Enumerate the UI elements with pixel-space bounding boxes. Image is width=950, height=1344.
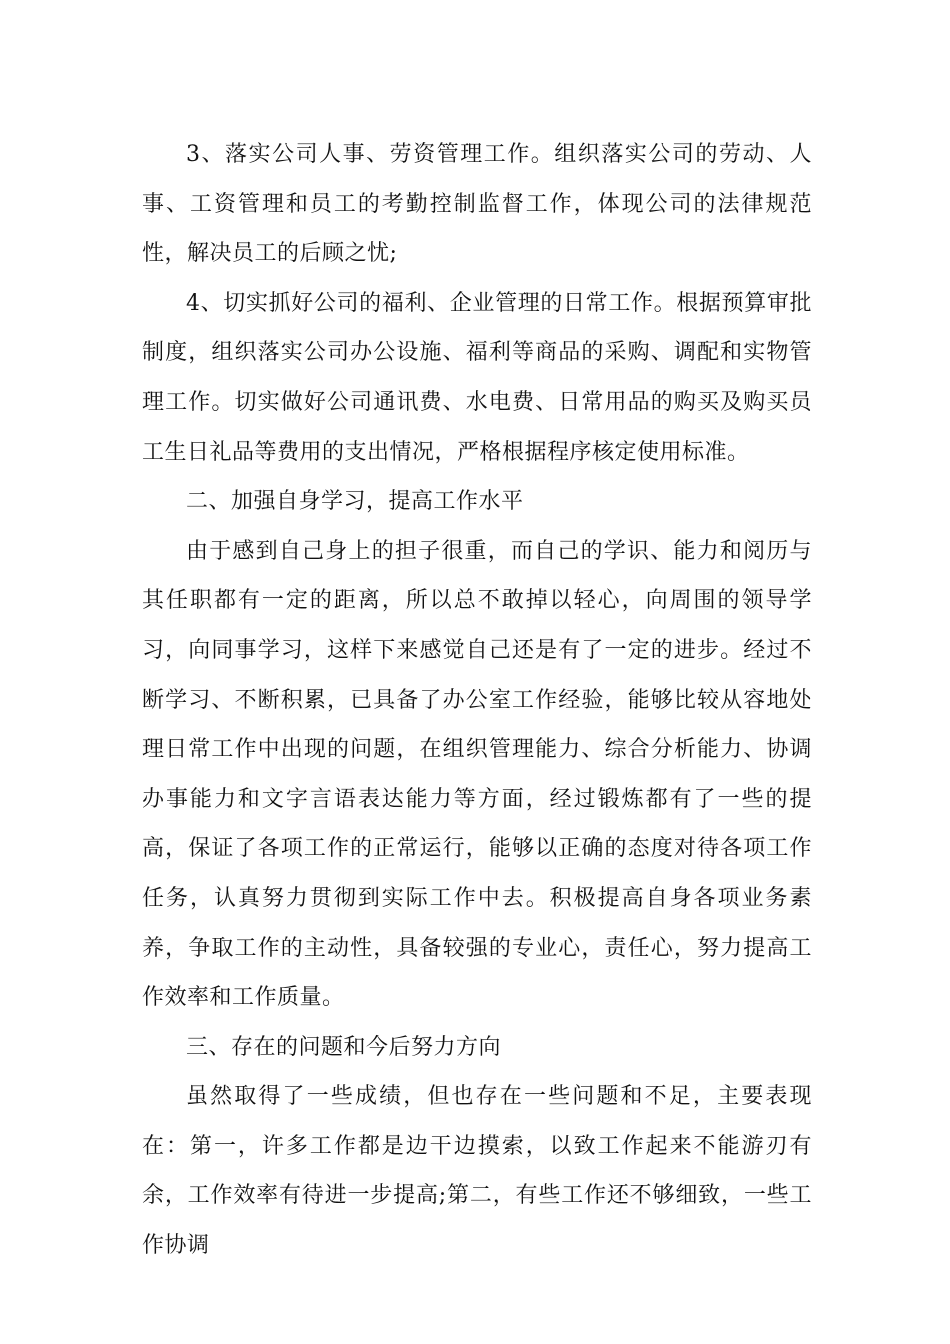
section-heading-3: 三、存在的问题和今后努力方向 [186, 1034, 502, 1060]
paragraph-item-3: 3、落实公司人事、劳资管理工作。组织落实公司的劳动、人事、工资管理和员工的考勤控制监督工作，体现公司的法律规范性，解决员工的后顾之忧; [142, 142, 812, 267]
paragraph-self-study: 由于感到自己身上的担子很重，而自己的学识、能力和阅历与其任职都有一定的距离，所以总不敢掉以轻心，向周围的领导学习，向同事学习，这样下来感觉自己还是有了一定的进步。经过不断学习、不断积累，已具备了办公室工作经验，能够比较从容地处理日常工作中出现的问题，在组织管理能力、综合分析能力、协调办事能力和文字言语表达能力等方面，经过锻炼都有了一些的提高，保证了各项工作的正常运行，能够以正确的态度对待各项工作任务，认真努力贯彻到实际工作中去。积极提高自身各项业务素养，争取工作的主动性，具备较强的专业心，责任心，努力提高工作效率和工作质量。 [142, 538, 812, 1011]
paragraph-problems: 虽然取得了一些成绩，但也存在一些问题和不足，主要表现在：第一，许多工作都是边干边摸索，以致工作起来不能游刃有余，工作效率有待进一步提高;第二，有些工作还不够细致，一些工作协调 [142, 1084, 812, 1259]
document-body [142, 130, 812, 1271]
section-heading-2: 二、加强自身学习，提高工作水平 [186, 489, 524, 515]
paragraph-item-4: 4、切实抓好公司的福利、企业管理的日常工作。根据预算审批制度，组织落实公司办公设施、福利等商品的采购、调配和实物管理工作。切实做好公司通讯费、水电费、日常用品的购买及购买员工生日礼品等费用的支出情况，严格根据程序核定使用标准。 [142, 290, 812, 465]
